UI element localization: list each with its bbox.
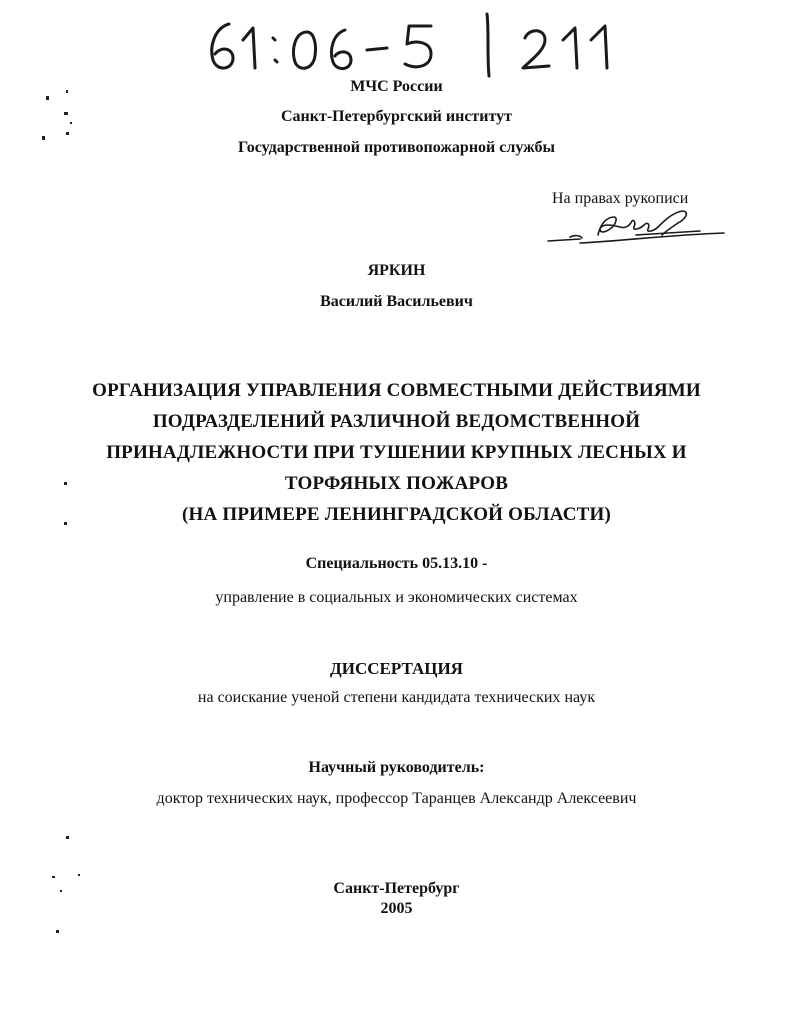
supervisor-label: Научный руководитель: bbox=[308, 759, 485, 776]
specialty-description: управление в социальных и экономических системах bbox=[215, 589, 578, 606]
handwritten-code bbox=[195, 10, 635, 78]
institute-line-2: Государственной противопожарной службы bbox=[237, 139, 556, 156]
rights-note: На правах рукописи bbox=[552, 190, 689, 207]
title-line-1: ОРГАНИЗАЦИЯ УПРАВЛЕНИЯ СОВМЕСТНЫМИ ДЕЙСТВИЯМИ bbox=[92, 380, 701, 401]
supervisor-name: доктор технических наук, профессор Таранцев Александр Алексеевич bbox=[156, 790, 637, 807]
institute-line-1: Санкт-Петербургский институт bbox=[280, 108, 513, 125]
author-name: Василий Васильевич bbox=[320, 293, 473, 310]
title-line-2: ПОДРАЗДЕЛЕНИЙ РАЗЛИЧНОЙ ВЕДОМСТВЕННОЙ bbox=[152, 411, 641, 432]
title-line-5: (НА ПРИМЕРЕ ЛЕНИНГРАДСКОЙ ОБЛАСТИ) bbox=[181, 504, 612, 525]
degree-purpose: на соискание ученой степени кандидата технических наук bbox=[197, 689, 596, 706]
title-line-3: ПРИНАДЛЕЖНОСТИ ПРИ ТУШЕНИИ КРУПНЫХ ЛЕСНЫХ И bbox=[106, 442, 687, 463]
specialty-label: Специальность 05.13.10 - bbox=[305, 555, 488, 572]
year: 2005 bbox=[380, 900, 413, 917]
work-type: ДИССЕРТАЦИЯ bbox=[330, 659, 463, 678]
signature bbox=[540, 205, 730, 250]
author-surname: ЯРКИН bbox=[367, 262, 426, 279]
title-line-4: ТОРФЯНЫХ ПОЖАРОВ bbox=[284, 473, 509, 494]
ministry: МЧС России bbox=[350, 78, 443, 95]
city: Санкт-Петербург bbox=[333, 880, 460, 897]
